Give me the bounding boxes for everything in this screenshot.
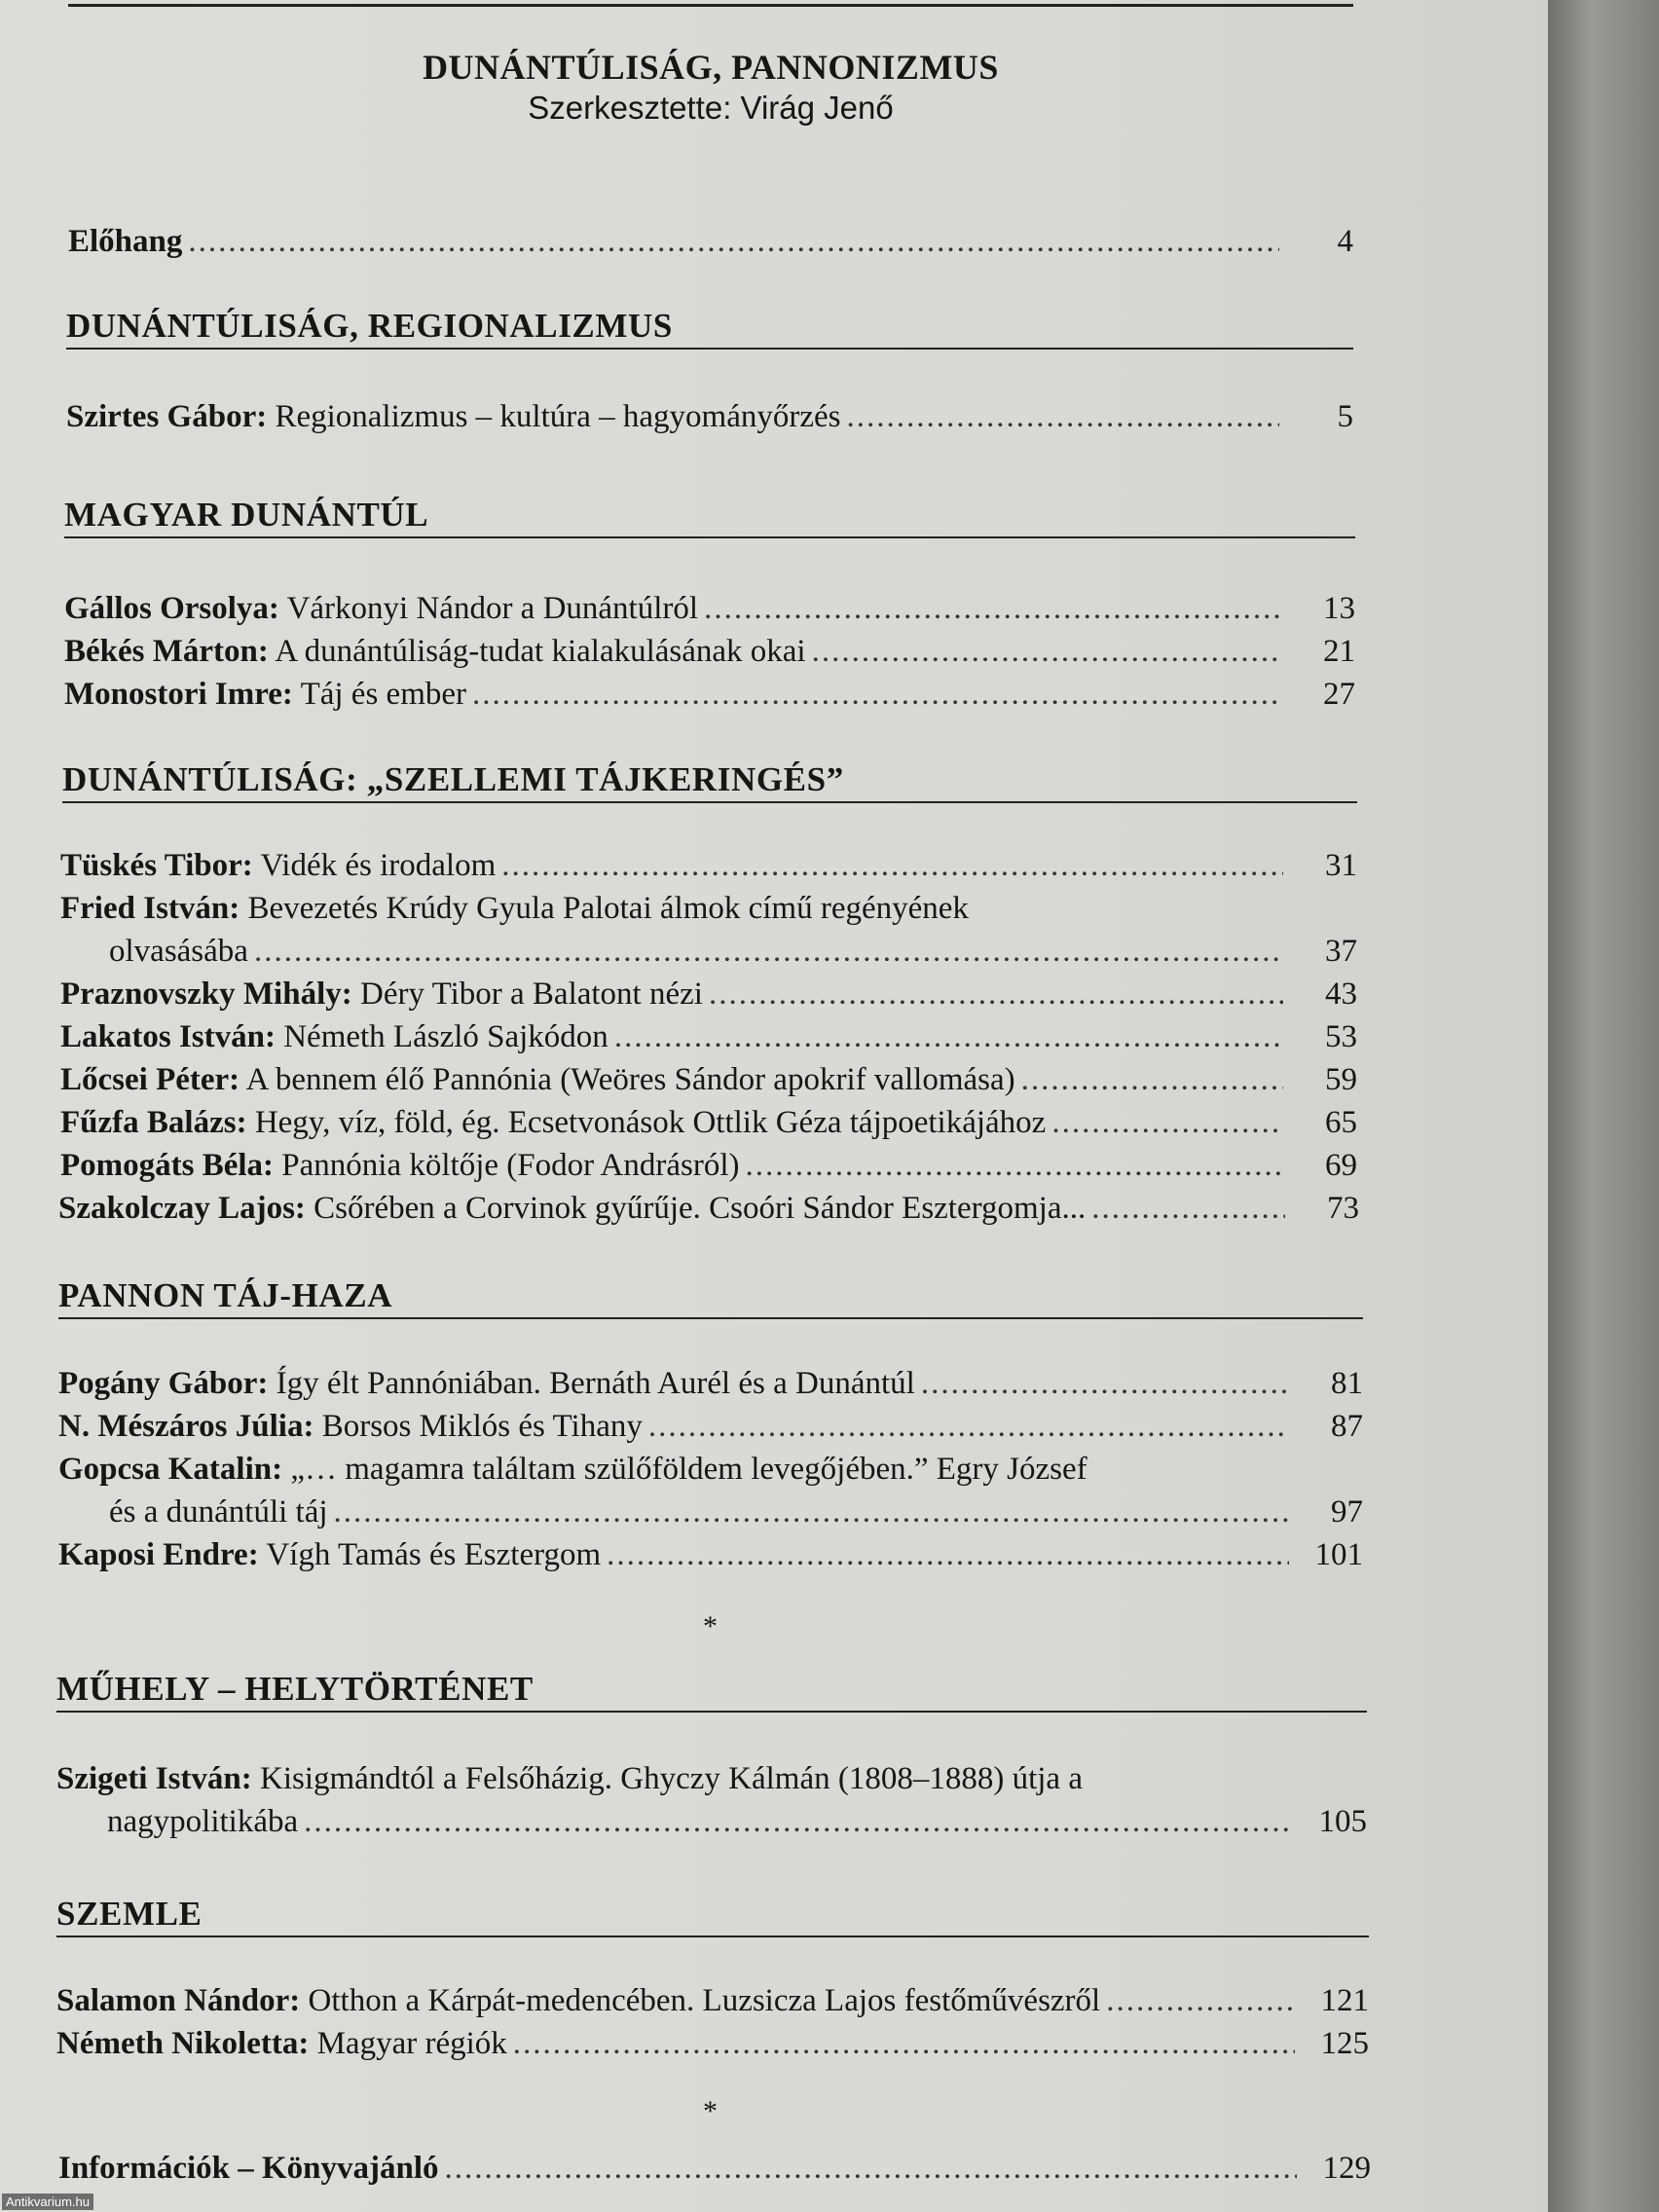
toc-entry[interactable]: Békés Márton: A dunántúliság-tudat kialakulásának okai ..... 21 [64,630,1355,673]
watermark: Antikvarium.hu [2,2194,93,2210]
toc-entry[interactable]: Salamon Nándor: Otthon a Kárpát-medencében. Luzsicza Lajos festőművészről ..... 121 [56,1979,1369,2022]
section-heading: MŰHELY – HELYTÖRTÉNET [56,1670,1367,1713]
toc-entry-closing[interactable]: Információk – Könyvajánló ..... 129 [58,2147,1371,2190]
section-heading: DUNÁNTÚLISÁG: „SZELLEMI TÁJKERINGÉS” [62,760,1357,803]
book-spine [1548,0,1659,2212]
separator-asterisk: * [703,1610,718,1642]
toc-entry[interactable]: Gállos Orsolya: Várkonyi Nándor a Dunántúlról ..... 13 [64,587,1355,630]
toc-entry[interactable]: Monostori Imre: Táj és ember ..... 27 [64,673,1355,716]
toc-entry[interactable]: Fried István: Bevezetés Krúdy Gyula Palotai álmok című regényének olvasásába ..... 37 [60,887,1357,973]
toc-entry[interactable]: Lőcsei Péter: A bennem élő Pannónia (Weöres Sándor apokrif vallomása) ..... 59 [60,1058,1357,1101]
separator-asterisk: * [703,2095,718,2127]
toc-entry[interactable]: Gopcsa Katalin: „… magamra találtam szülőföldem levegőjében.” Egry József és a dunántúli táj ..... 97 [58,1448,1363,1533]
section-heading: DUNÁNTÚLISÁG, REGIONALIZMUS [66,307,1353,350]
editor-line: Szerkesztette: Virág Jenő [528,90,894,126]
toc-entry[interactable]: Szigeti István: Kisigmándtól a Felsőházig. Ghyczy Kálmán (1808–1888) útja a nagypolitikába ..... 105 [56,1757,1367,1843]
entry-title: Előhang [68,224,183,259]
top-rule [68,4,1353,7]
toc-entry[interactable]: Praznovszky Mihály: Déry Tibor a Balatont nézi ..... 43 [60,973,1357,1015]
toc-entry[interactable]: Szirtes Gábor: Regionalizmus – kultúra – hagyományőrzés ..... 5 [66,395,1353,438]
section-heading: MAGYAR DUNÁNTÚL [64,496,1355,538]
section-heading: PANNON TÁJ-HAZA [58,1276,1363,1319]
toc-entry[interactable]: Szakolczay Lajos: Csőrében a Corvinok gyűrűje. Csoóri Sándor Esztergomja... ..... 73 [58,1187,1359,1230]
toc-entry[interactable]: Németh Nikoletta: Magyar régiók ..... 125 [56,2022,1369,2065]
section-heading: SZEMLE [56,1895,1369,1937]
toc-entry[interactable]: Pomogáts Béla: Pannónia költője (Fodor Andrásról) ..... 69 [60,1144,1357,1187]
toc-entry[interactable]: Tüskés Tibor: Vidék és irodalom ..... 31 [60,844,1357,887]
toc-entry[interactable]: Pogány Gábor: Így élt Pannóniában. Bernáth Aurél és a Dunántúl ..... 81 [58,1362,1363,1405]
toc-entry[interactable]: N. Mészáros Júlia: Borsos Miklós és Tihany ..... 87 [58,1405,1363,1448]
page-number: 4 [1337,224,1353,259]
toc-entry-preface[interactable] [68,220,1353,263]
toc-entry[interactable]: Kaposi Endre: Vígh Tamás és Esztergom ..... 101 [58,1533,1363,1576]
toc-entry[interactable]: Lakatos István: Németh László Sajkódon ..... 53 [60,1015,1357,1058]
book-title: DUNÁNTÚLISÁG, PANNONIZMUS [423,48,999,87]
toc-entry[interactable]: Fűzfa Balázs: Hegy, víz, föld, ég. Ecsetvonások Ottlik Géza tájpoetikájához ..... 65 [60,1101,1357,1144]
